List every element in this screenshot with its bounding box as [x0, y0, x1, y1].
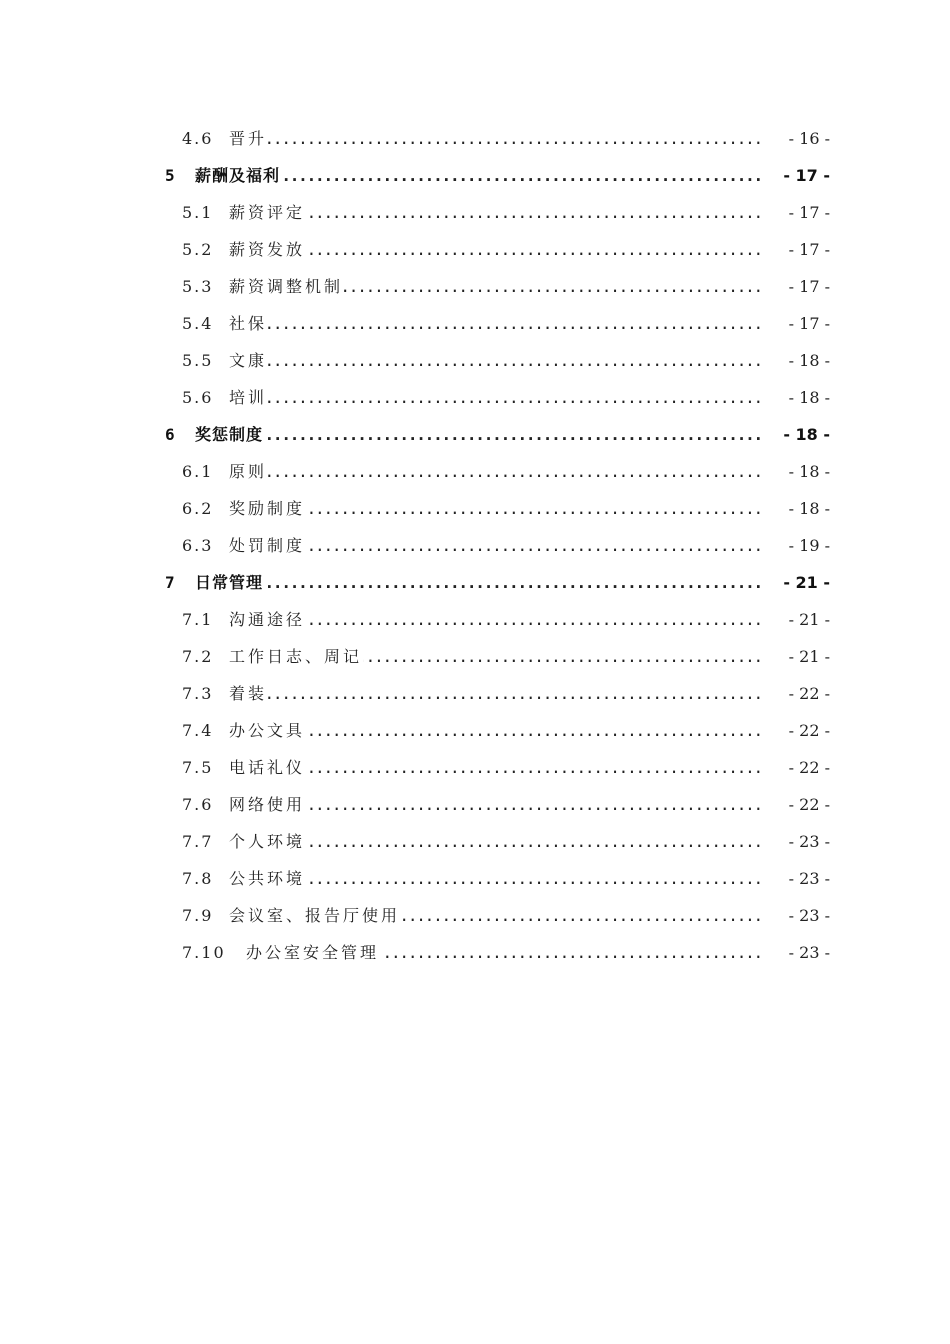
toc-section-entry[interactable] [0, 490, 950, 527]
toc-entry-title: 原则 [229, 462, 268, 481]
toc-entry-title: 沟通途径 [229, 610, 306, 629]
toc-dot-leader [268, 305, 762, 342]
toc-dot-leader [268, 379, 762, 416]
toc-entry-number: 5.3 [182, 277, 214, 296]
toc-entry-number: 6 [165, 425, 175, 444]
toc-entry-number: 7.3 [182, 684, 214, 703]
toc-entry-title: 薪资调整机制 [229, 277, 344, 296]
toc-entry-number: 6.3 [182, 536, 214, 555]
toc-page-number: - 23 - [788, 906, 830, 925]
toc-dot-leader [306, 194, 762, 231]
toc-dot-leader [264, 416, 762, 453]
toc-entry-number: 6.2 [182, 499, 214, 518]
toc-page-number: - 21 - [788, 647, 830, 666]
toc-dot-leader [281, 157, 762, 194]
toc-dot-leader [401, 897, 762, 934]
toc-entry-title: 公共环境 [229, 869, 306, 888]
toc-page-number: - 17 - [783, 166, 830, 185]
toc-section-entry[interactable] [0, 712, 950, 749]
toc-dot-leader [306, 749, 762, 786]
toc-chapter-entry[interactable] [0, 416, 950, 453]
toc-section-entry[interactable] [0, 860, 950, 897]
toc-dot-leader [306, 231, 762, 268]
toc-entry-title: 电话礼仪 [229, 758, 306, 777]
toc-section-entry[interactable] [0, 786, 950, 823]
toc-entry-title: 日常管理 [195, 573, 264, 592]
toc-section-entry[interactable] [0, 268, 950, 305]
toc-dot-leader [264, 564, 762, 601]
toc-page-number: - 18 - [788, 388, 830, 407]
toc-entry-number: 4.6 [182, 129, 214, 148]
toc-entry-number: 6.1 [182, 462, 214, 481]
toc-dot-leader [268, 675, 762, 712]
toc-page-number: - 21 - [783, 573, 830, 592]
toc-entry-number: 7.10 [182, 943, 226, 962]
toc-entry-number: 5.2 [182, 240, 214, 259]
toc-dot-leader [306, 786, 762, 823]
toc-page-number: - 23 - [788, 832, 830, 851]
toc-dot-leader [306, 490, 762, 527]
toc-chapter-entry[interactable] [0, 157, 950, 194]
toc-chapter-entry[interactable] [0, 564, 950, 601]
toc-entry-title: 办公文具 [229, 721, 306, 740]
toc-dot-leader [268, 342, 762, 379]
toc-entry-number: 7.8 [182, 869, 214, 888]
table-of-contents [0, 120, 950, 971]
toc-entry-title: 培训 [229, 388, 268, 407]
toc-page-number: - 23 - [788, 943, 830, 962]
toc-entry-title: 个人环境 [229, 832, 306, 851]
toc-page-number: - 17 - [788, 240, 830, 259]
toc-dot-leader [363, 638, 762, 675]
toc-section-entry[interactable] [0, 823, 950, 860]
toc-entry-title: 奖励制度 [229, 499, 306, 518]
toc-entry-number: 7.9 [182, 906, 214, 925]
toc-section-entry[interactable] [0, 675, 950, 712]
toc-entry-number: 5.1 [182, 203, 214, 222]
toc-dot-leader [380, 934, 762, 971]
toc-dot-leader [306, 823, 762, 860]
toc-dot-leader [268, 120, 762, 157]
toc-entry-title: 工作日志、周记 [229, 647, 363, 666]
toc-entry-title: 着装 [229, 684, 268, 703]
toc-entry-title: 办公室安全管理 [246, 943, 380, 962]
toc-entry-number: 7.4 [182, 721, 214, 740]
toc-entry-title: 薪资评定 [229, 203, 306, 222]
toc-section-entry[interactable] [0, 897, 950, 934]
toc-entry-title: 网络使用 [229, 795, 306, 814]
toc-page-number: - 22 - [788, 758, 830, 777]
toc-entry-title: 晋升 [229, 129, 268, 148]
toc-entry-number: 5.4 [182, 314, 214, 333]
toc-section-entry[interactable] [0, 194, 950, 231]
toc-section-entry[interactable] [0, 379, 950, 416]
toc-entry-title: 会议室、报告厅使用 [229, 906, 401, 925]
toc-entry-title: 奖惩制度 [195, 425, 264, 444]
toc-page-number: - 17 - [788, 203, 830, 222]
toc-page-number: - 21 - [788, 610, 830, 629]
toc-entry-number: 5.6 [182, 388, 214, 407]
toc-section-entry[interactable] [0, 305, 950, 342]
toc-page-number: - 17 - [788, 314, 830, 333]
toc-section-entry[interactable] [0, 453, 950, 490]
toc-section-entry[interactable] [0, 231, 950, 268]
toc-section-entry[interactable] [0, 527, 950, 564]
toc-dot-leader [306, 712, 762, 749]
toc-entry-number: 7.5 [182, 758, 214, 777]
toc-entry-number: 7 [165, 573, 175, 592]
toc-page-number: - 19 - [788, 536, 830, 555]
toc-section-entry[interactable] [0, 120, 950, 157]
toc-page-number: - 18 - [783, 425, 830, 444]
toc-page-number: - 22 - [788, 721, 830, 740]
toc-entry-title: 处罚制度 [229, 536, 306, 555]
toc-entry-number: 7.1 [182, 610, 214, 629]
toc-section-entry[interactable] [0, 638, 950, 675]
toc-page-number: - 17 - [788, 277, 830, 296]
toc-page-number: - 18 - [788, 351, 830, 370]
toc-entry-title: 文康 [229, 351, 268, 370]
toc-dot-leader [344, 268, 762, 305]
toc-page-number: - 18 - [788, 462, 830, 481]
toc-entry-title: 社保 [229, 314, 268, 333]
toc-entry-number: 5 [165, 166, 175, 185]
toc-entry-number: 7.2 [182, 647, 214, 666]
toc-dot-leader [268, 453, 762, 490]
toc-entry-number: 5.5 [182, 351, 214, 370]
toc-page-number: - 22 - [788, 684, 830, 703]
toc-section-entry[interactable] [0, 749, 950, 786]
toc-entry-number: 7.7 [182, 832, 214, 851]
toc-section-entry[interactable] [0, 601, 950, 638]
toc-page-number: - 16 - [788, 129, 830, 148]
toc-entry-number: 7.6 [182, 795, 214, 814]
toc-dot-leader [306, 601, 762, 638]
toc-dot-leader [306, 527, 762, 564]
toc-section-entry[interactable] [0, 934, 950, 971]
toc-page-number: - 18 - [788, 499, 830, 518]
toc-page-number: - 22 - [788, 795, 830, 814]
toc-dot-leader [306, 860, 762, 897]
toc-section-entry[interactable] [0, 342, 950, 379]
toc-page-number: - 23 - [788, 869, 830, 888]
toc-entry-title: 薪资发放 [229, 240, 306, 259]
toc-entry-title: 薪酬及福利 [195, 166, 281, 185]
